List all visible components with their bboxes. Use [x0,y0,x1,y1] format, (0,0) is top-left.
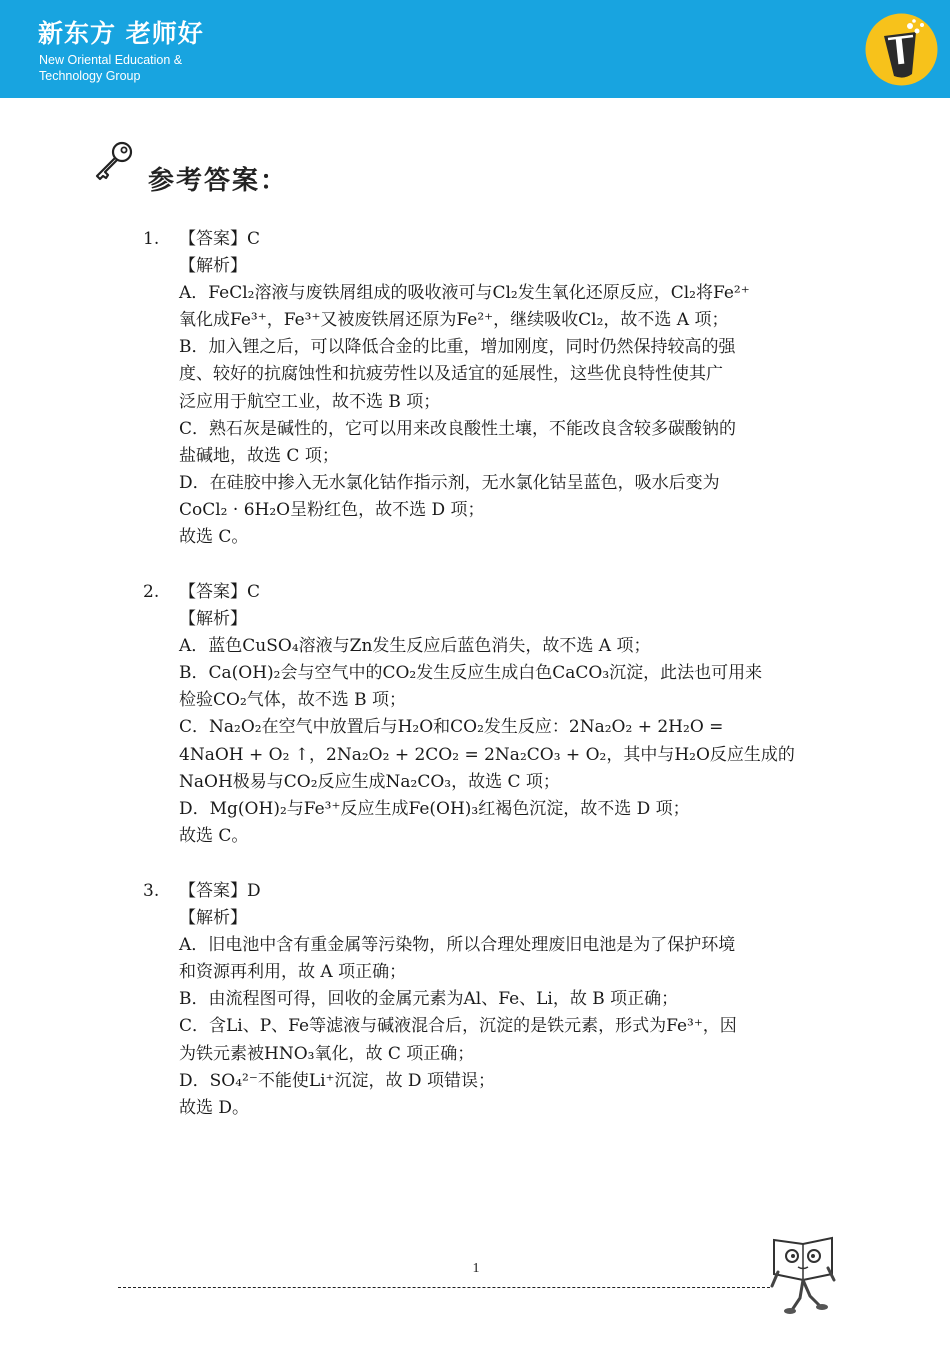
key-icon [92,138,138,184]
analysis-line: D．Mg(OH)₂与Fe³⁺反应生成Fe(OH)₃红褐色沉淀，故不选 D 项； [179,798,690,819]
question-body [179,579,819,850]
question-body [179,878,819,1122]
brand-logo-icon [864,12,939,87]
header-banner [0,0,950,98]
conclusion-line: 故选 C。 [179,527,249,548]
conclusion-line: 故选 D。 [179,1097,250,1118]
analysis-line: 度、较好的抗腐蚀性和抗疲劳性以及适宜的延展性，这些优良特性使其广 [179,364,723,385]
analysis-line: C．Na₂O₂在空气中放置后与H₂O和CO₂发生反应：2Na₂O₂ + 2H₂O = [179,717,724,738]
answer-line: 【答案】C [179,229,261,249]
analysis-line: 检验CO₂气体，故不选 B 项； [179,690,407,711]
analysis-line: A．旧电池中含有重金属等污染物，所以合理处理废旧电池是为了保护环境 [179,935,736,956]
section-title: 参考答案： [148,166,289,196]
question-body [179,226,819,551]
brand-name-en: New Oriental Education & Technology Group [39,53,183,83]
question-number: 2. [143,582,160,602]
analysis-line: D．SO₄²⁻不能使Li⁺沉淀，故 D 项错误； [179,1070,495,1091]
analysis-line: 为铁元素被HNO₃氧化，故 C 项正确； [179,1043,475,1064]
analysis-line: 4NaOH + O₂ ↑，2Na₂O₂ + 2CO₂ = 2Na₂CO₃ + O₂，其中与H₂O反应生成的 [179,744,795,765]
analysis-line: NaOH极易与CO₂反应生成Na₂CO₃，故选 C 项； [179,771,560,792]
brand-name-cn: 新东方 老师好 [38,19,204,48]
footer-divider [118,1287,770,1288]
analysis-line: C．含Li、P、Fe等滤液与碱液混合后，沉淀的是铁元素，形式为Fe³⁺，因 [179,1016,737,1037]
analysis-line: B．加入锂之后，可以降低合金的比重，增加刚度，同时仍然保持较高的强 [179,337,736,358]
answer-line: 【答案】C [179,582,261,602]
answer-line: 【答案】D [179,881,261,901]
analysis-label: 【解析】 [179,908,247,929]
question-number: 1. [143,229,160,249]
analysis-line: 盐碱地，故选 C 项； [179,445,339,466]
page-number: 1 [472,1261,480,1276]
analysis-label: 【解析】 [179,609,247,630]
analysis-line: 氧化成Fe³⁺，Fe³⁺又被废铁屑还原为Fe²⁺，继续吸收Cl₂，故不选 A 项； [179,310,729,331]
analysis-line: A．FeCl₂溶液与废铁屑组成的吸收液可与Cl₂发生氧化还原反应，Cl₂将Fe²⁺ [179,283,750,304]
analysis-line: A．蓝色CuSO₄溶液与Zn发生反应后蓝色消失，故不选 A 项； [179,636,651,657]
analysis-line: B．由流程图可得，回收的金属元素为Al、Fe、Li，故 B 项正确； [179,989,679,1010]
conclusion-line: 故选 C。 [179,825,249,846]
analysis-line: B．Ca(OH)₂会与空气中的CO₂发生反应生成白色CaCO₃沉淀，此法也可用来 [179,663,763,684]
analysis-line: C．熟石灰是碱性的，它可以用来改良酸性土壤，不能改良含较多碳酸钠的 [179,418,737,439]
analysis-line: 泛应用于航空工业，故不选 B 项； [179,391,441,412]
analysis-line: CoCl₂ · 6H₂O呈粉红色，故不选 D 项； [179,499,485,520]
analysis-line: D．在硅胶中掺入无水氯化钴作指示剂，无水氯化钴呈蓝色，吸水后变为 [179,472,720,493]
analysis-line: 和资源再利用，故 A 项正确； [179,962,407,983]
analysis-label: 【解析】 [179,256,247,277]
book-mascot-icon [770,1234,836,1316]
question-number: 3. [143,881,160,901]
